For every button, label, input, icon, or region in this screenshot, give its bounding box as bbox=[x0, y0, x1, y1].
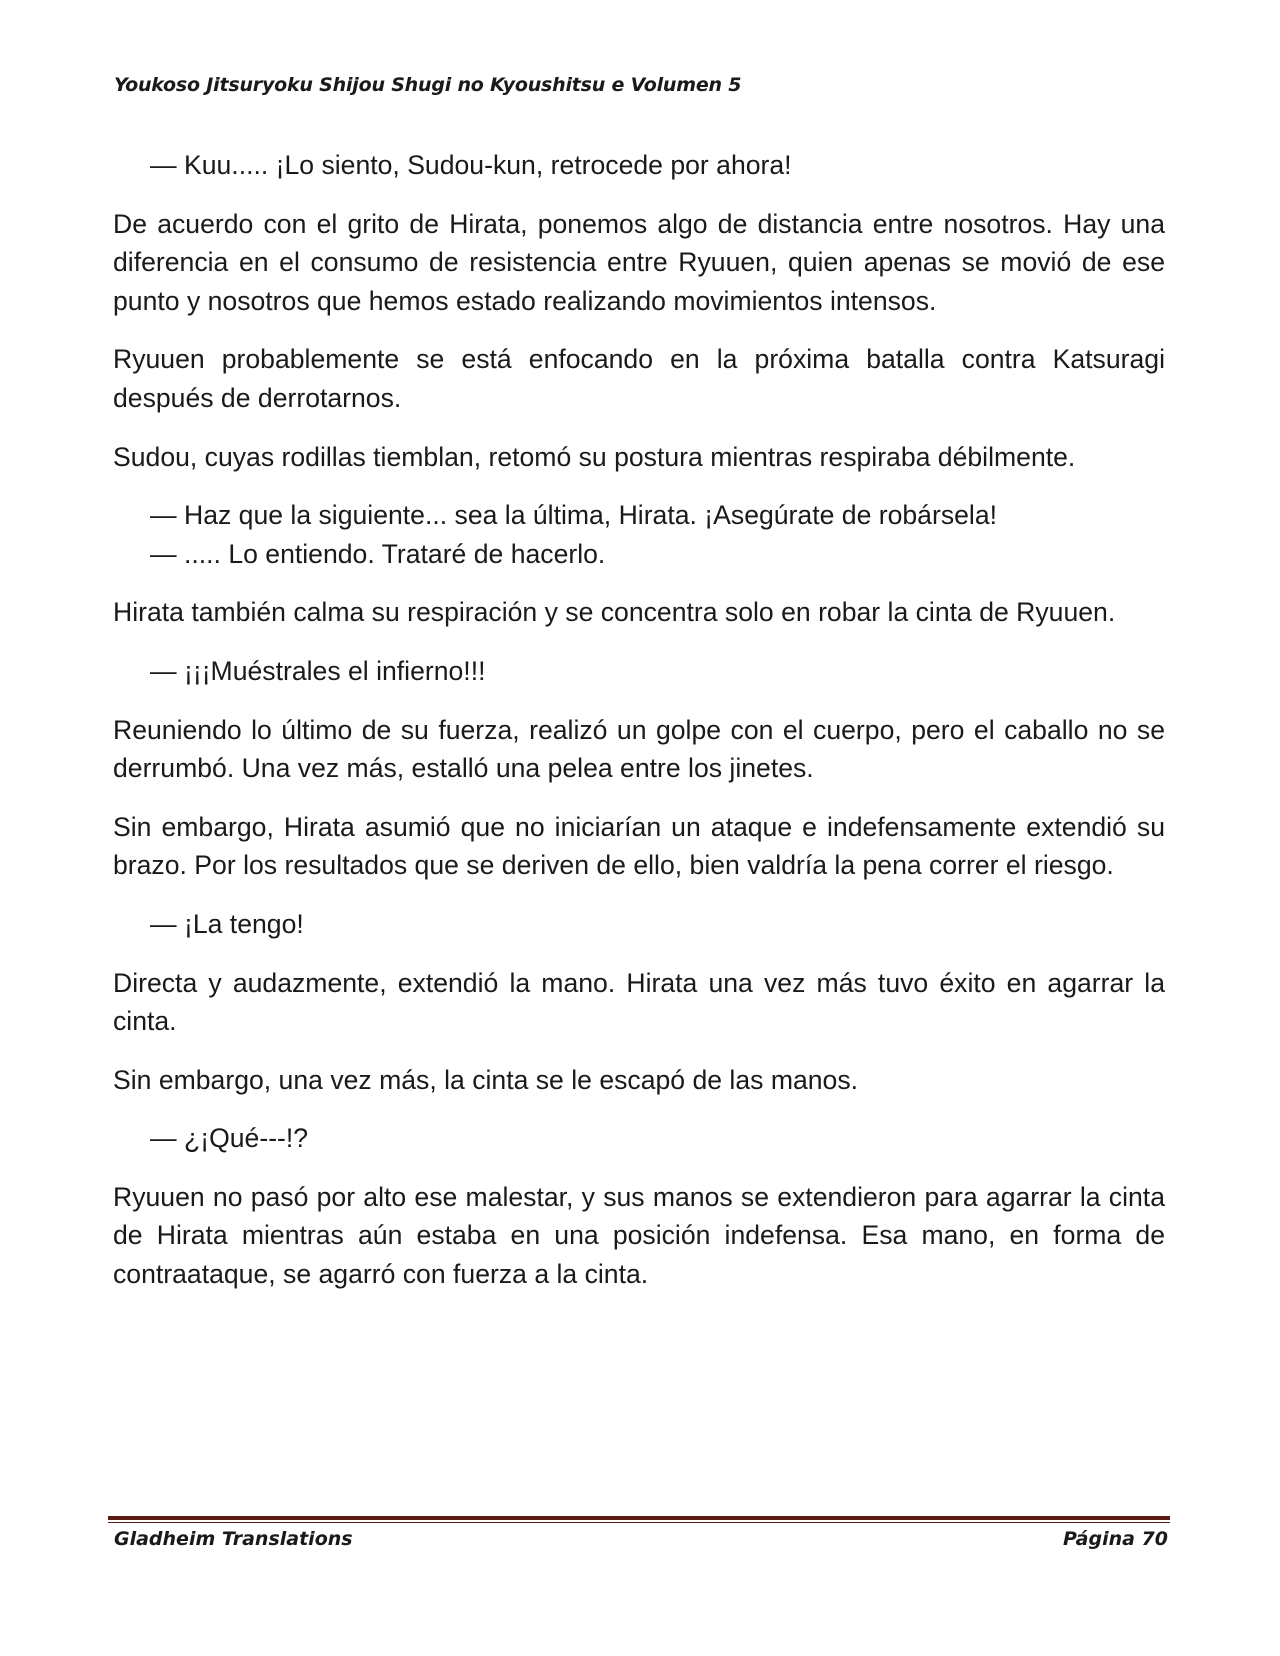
header-title: Youkoso Jitsuryoku Shijou Shugi no Kyoushitsu e Volumen 5 bbox=[114, 74, 742, 96]
footer-divider bbox=[108, 1516, 1170, 1524]
dialogue-line: — Haz que la siguiente... sea la última, Hirata. ¡Asegúrate de robársela! bbox=[150, 500, 998, 531]
dialogue-line: — ..... Lo entiendo. Trataré de hacerlo. bbox=[150, 538, 606, 569]
page-number: Página 70 bbox=[1062, 1528, 1168, 1550]
footer-publisher: Gladheim Translations bbox=[114, 1528, 353, 1550]
paragraph: Sin embargo, Hirata asumió que no iniciarían un ataque e indefensamente extendió su brazo. Por los resultados que se deriven de ello, bien valdría la pena correr el riesgo. bbox=[113, 811, 1165, 881]
paragraph: Ryuuen probablemente se está enfocando en la próxima batalla contra Katsuragi después de derrotarnos. bbox=[113, 344, 1165, 413]
paragraph: Directa y audazmente, extendió la mano. Hirata una vez más tuvo éxito en agarrar la cinta. bbox=[113, 967, 1165, 1037]
footer-divider-thin bbox=[108, 1522, 1170, 1523]
dialogue-line: — ¡La tengo! bbox=[150, 908, 304, 939]
paragraph: Reuniendo lo último de su fuerza, realizó un golpe con el cuerpo, pero el caballo no se derrumbó. Una vez más, estalló una pelea entre los jinetes. bbox=[113, 714, 1165, 784]
paragraph: Ryuuen no pasó por alto ese malestar, y sus manos se extendieron para agarrar la cinta de Hirata mientras aún estaba en una posición indefensa. Esa mano, en forma de contraataque, se agarró con fuerza a la cinta. bbox=[113, 1181, 1165, 1290]
footer-divider-thick bbox=[108, 1516, 1170, 1520]
paragraph: De acuerdo con el grito de Hirata, ponemos algo de distancia entre nosotros. Hay una diferencia en el consumo de resistencia entre Ryuuen, quien apenas se movió de ese punto y nosotros que hemos estado realizando movimientos intensos. bbox=[113, 208, 1165, 316]
paragraph: Sin embargo, una vez más, la cinta se le escapó de las manos. bbox=[113, 1064, 859, 1095]
dialogue-group bbox=[113, 496, 1165, 573]
paragraph: Sudou, cuyas rodillas tiemblan, retomó su postura mientras respiraba débilmente. bbox=[113, 441, 1076, 472]
dialogue-line: — ¡¡¡Muéstrales el infierno!!! bbox=[150, 655, 486, 686]
dialogue-line: — Kuu..... ¡Lo siento, Sudou-kun, retrocede por ahora! bbox=[150, 150, 792, 180]
body-text bbox=[113, 146, 1165, 1314]
paragraph: Hirata también calma su respiración y se concentra solo en robar la cinta de Ryuuen. bbox=[113, 597, 1116, 628]
dialogue-line: — ¿¡Qué---!? bbox=[150, 1123, 309, 1154]
